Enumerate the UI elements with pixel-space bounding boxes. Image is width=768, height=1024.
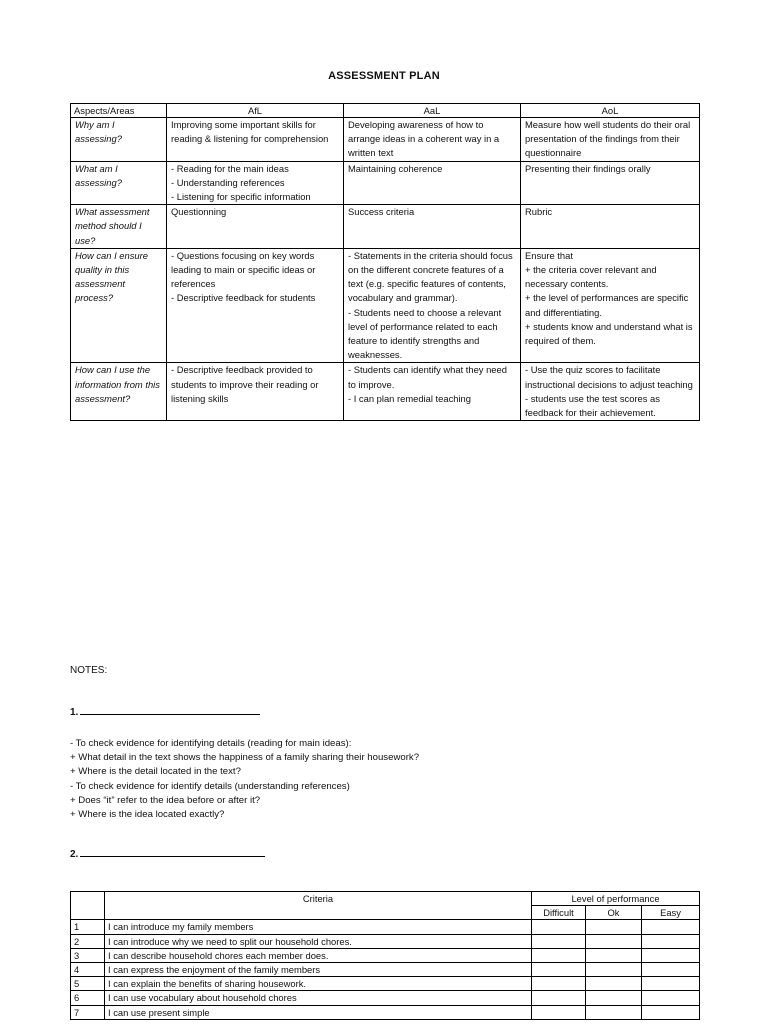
notes-label: NOTES:	[70, 665, 108, 676]
criteria-row	[71, 1005, 700, 1019]
aspect-cell: What am I assessing?	[71, 161, 167, 205]
aspect-cell: Why am I assessing?	[71, 118, 167, 162]
note-1-number: 1.	[70, 707, 79, 718]
aspect-cell: What assessment method should I use?	[71, 205, 167, 249]
criteria-number: 2	[71, 934, 105, 948]
ok-cell[interactable]	[586, 920, 642, 934]
difficult-cell[interactable]	[532, 991, 586, 1005]
criteria-table	[70, 891, 700, 1020]
note-1-body: - To check evidence for identifying details (reading for main ideas): + What detail in the text shows the happiness of a family sharing their housework? + Where is the detail located in the text? - To check evidence for identify details (understanding references) + Does “it” refer to the idea before or after it? + Where is the idea located exactly?	[70, 738, 420, 821]
criteria-row	[71, 977, 700, 991]
easy-cell[interactable]	[642, 948, 700, 962]
aal-cell: Maintaining coherence	[344, 161, 521, 205]
aol-cell: Measure how well students do their oral presentation of the findings from their questionnaire	[521, 118, 700, 162]
blank-line	[80, 856, 265, 857]
aal-cell: Success criteria	[344, 205, 521, 249]
level-easy: Easy	[642, 906, 700, 920]
ok-cell[interactable]	[586, 991, 642, 1005]
difficult-cell[interactable]	[532, 948, 586, 962]
ok-cell[interactable]	[586, 977, 642, 991]
easy-cell[interactable]	[642, 920, 700, 934]
plan-row-method	[71, 205, 700, 249]
aal-cell: - Statements in the criteria should focus on the different concrete features of a text (e.g. specific features of contents, vocabulary and grammar). - Students need to choose a relevant level of performance related to each feature to identify strengths and weaknesses.	[344, 248, 521, 363]
header-aol: AoL	[521, 104, 700, 118]
ok-cell[interactable]	[586, 1005, 642, 1019]
afl-cell: - Reading for the main ideas - Understanding references - Listening for specific information	[167, 161, 344, 205]
note-1-heading	[70, 707, 260, 718]
criteria-number: 5	[71, 977, 105, 991]
difficult-cell[interactable]	[532, 963, 586, 977]
level-ok: Ok	[586, 906, 642, 920]
easy-cell[interactable]	[642, 991, 700, 1005]
easy-cell[interactable]	[642, 977, 700, 991]
afl-cell: Questionning	[167, 205, 344, 249]
plan-row-what	[71, 161, 700, 205]
criteria-text: I can describe household chores each member does.	[105, 948, 532, 962]
afl-cell: Improving some important skills for reading & listening for comprehension	[167, 118, 344, 162]
criteria-number: 7	[71, 1005, 105, 1019]
criteria-number: 1	[71, 920, 105, 934]
note-2-heading	[70, 849, 265, 860]
criteria-text: I can use vocabulary about household chores	[105, 991, 532, 1005]
ok-cell[interactable]	[586, 948, 642, 962]
criteria-text: I can introduce why we need to split our household chores.	[105, 934, 532, 948]
difficult-cell[interactable]	[532, 920, 586, 934]
assessment-plan-table	[70, 103, 700, 421]
aal-cell: - Students can identify what they need to improve. - I can plan remedial teaching	[344, 363, 521, 421]
criteria-row	[71, 991, 700, 1005]
header-afl: AfL	[167, 104, 344, 118]
plan-header-row	[71, 104, 700, 118]
aol-cell: Ensure that + the criteria cover relevant and necessary contents. + the level of performances are specific and differentiating. + students know and understand what is required of them.	[521, 248, 700, 363]
easy-cell[interactable]	[642, 934, 700, 948]
criteria-text: I can explain the benefits of sharing housework.	[105, 977, 532, 991]
criteria-number: 3	[71, 948, 105, 962]
aspect-cell: How can I use the information from this assessment?	[71, 363, 167, 421]
note-2-number: 2.	[70, 849, 79, 860]
difficult-cell[interactable]	[532, 934, 586, 948]
ok-cell[interactable]	[586, 963, 642, 977]
difficult-cell[interactable]	[532, 1005, 586, 1019]
header-number	[71, 892, 105, 920]
afl-cell: - Questions focusing on key words leading to main or specific ideas or references - Descriptive feedback for students	[167, 248, 344, 363]
ok-cell[interactable]	[586, 934, 642, 948]
criteria-row	[71, 948, 700, 962]
level-difficult: Difficult	[532, 906, 586, 920]
criteria-text: I can express the enjoyment of the family members	[105, 963, 532, 977]
criteria-text: I can use present simple	[105, 1005, 532, 1019]
aspect-cell: How can I ensure quality in this assessment process?	[71, 248, 167, 363]
afl-cell: - Descriptive feedback provided to students to improve their reading or listening skills	[167, 363, 344, 421]
criteria-header-row	[71, 892, 700, 906]
plan-row-why	[71, 118, 700, 162]
header-aspects: Aspects/Areas	[71, 104, 167, 118]
difficult-cell[interactable]	[532, 977, 586, 991]
blank-line	[80, 714, 260, 715]
aol-cell: - Use the quiz scores to facilitate instructional decisions to adjust teaching - students use the test scores as feedback for their achievement.	[521, 363, 700, 421]
aal-cell: Developing awareness of how to arrange ideas in a coherent way in a written text	[344, 118, 521, 162]
page-title: ASSESSMENT PLAN	[328, 70, 440, 82]
plan-row-use	[71, 363, 700, 421]
plan-row-quality	[71, 248, 700, 363]
header-aal: AaL	[344, 104, 521, 118]
header-criteria: Criteria	[105, 892, 532, 920]
easy-cell[interactable]	[642, 1005, 700, 1019]
criteria-row	[71, 934, 700, 948]
header-level: Level of performance	[532, 892, 700, 906]
easy-cell[interactable]	[642, 963, 700, 977]
criteria-row	[71, 963, 700, 977]
criteria-number: 6	[71, 991, 105, 1005]
aol-cell: Rubric	[521, 205, 700, 249]
criteria-number: 4	[71, 963, 105, 977]
criteria-text: I can introduce my family members	[105, 920, 532, 934]
aol-cell: Presenting their findings orally	[521, 161, 700, 205]
criteria-row	[71, 920, 700, 934]
